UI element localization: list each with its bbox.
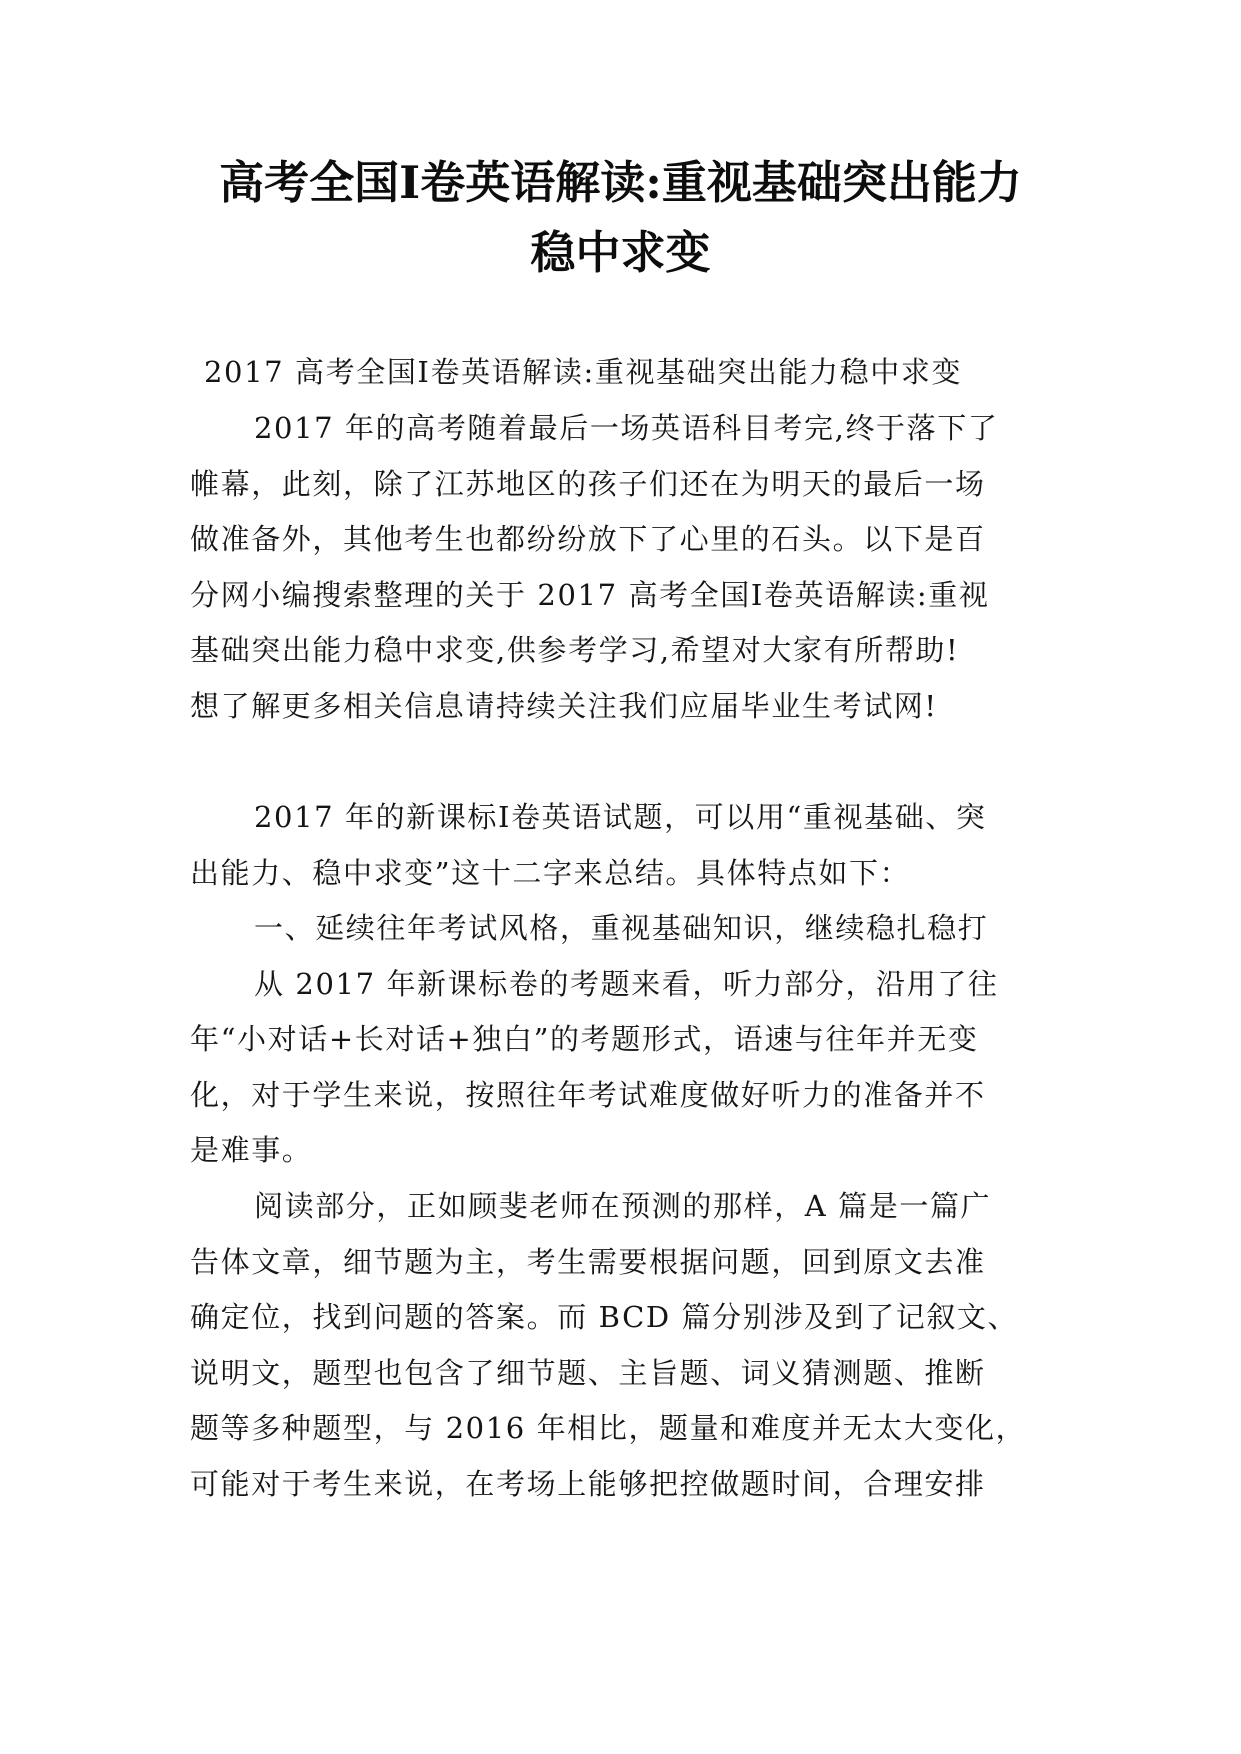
- title-line-1: 高考全国Ⅰ卷英语解读:重视基础突出能力: [219, 156, 1022, 209]
- body-line: 确定位，找到问题的答案。而 BCD 篇分别涉及到了记叙文、: [190, 1300, 1019, 1334]
- body-line: 帷幕，此刻，除了江苏地区的孩子们还在为明天的最后一场: [190, 467, 986, 501]
- body-line: 基础突出能力稳中求变,供参考学习,希望对大家有所帮助!: [190, 633, 960, 667]
- body-line: 可能对于考生来说，在考场上能够把控做题时间，合理安排: [190, 1467, 986, 1501]
- body-line: 题等多种题型，与 2016 年相比，题量和难度并无太大变化，: [190, 1411, 1027, 1445]
- body-line: 年“小对话+长对话+独白”的考题形式，语速与往年并无变: [190, 1022, 979, 1056]
- body-line: 做准备外，其他考生也都纷纷放下了心里的石头。以下是百: [190, 522, 986, 556]
- document-title: [150, 148, 1091, 288]
- body-line: 分网小编搜索整理的关于 2017 高考全国Ⅰ卷英语解读:重视: [190, 578, 990, 612]
- section-heading: 一、延续往年考试风格，重视基础知识，继续稳扎稳打: [254, 911, 989, 945]
- title-line-2: 稳中求变: [530, 226, 711, 279]
- body-line: 化，对于学生来说，按照往年考试难度做好听力的准备并不: [190, 1078, 986, 1112]
- body-line: 想了解更多相关信息请持续关注我们应届毕业生考试网!: [190, 689, 938, 723]
- body-line: 说明文，题型也包含了细节题、主旨题、词义猜测题、推断: [190, 1356, 986, 1390]
- body-line: 是难事。: [190, 1133, 313, 1167]
- body-line: 告体文章，细节题为主，考生需要根据问题，回到原文去准: [190, 1245, 986, 1279]
- body-line: 2017 年的高考随着最后一场英语科目考完,终于落下了: [254, 411, 999, 445]
- body-line: 从 2017 年新课标卷的考题来看，听力部分，沿用了往: [254, 967, 999, 1001]
- body-line: 2017 年的新课标Ⅰ卷英语试题，可以用“重视基础、突: [254, 800, 987, 834]
- document-subtitle: 2017 高考全国Ⅰ卷英语解读:重视基础突出能力稳中求变: [204, 355, 963, 389]
- body-line: 出能力、稳中求变”这十二字来总结。具体特点如下：: [190, 856, 911, 890]
- body-line: 阅读部分，正如顾斐老师在预测的那样，A 篇是一篇广: [254, 1189, 992, 1223]
